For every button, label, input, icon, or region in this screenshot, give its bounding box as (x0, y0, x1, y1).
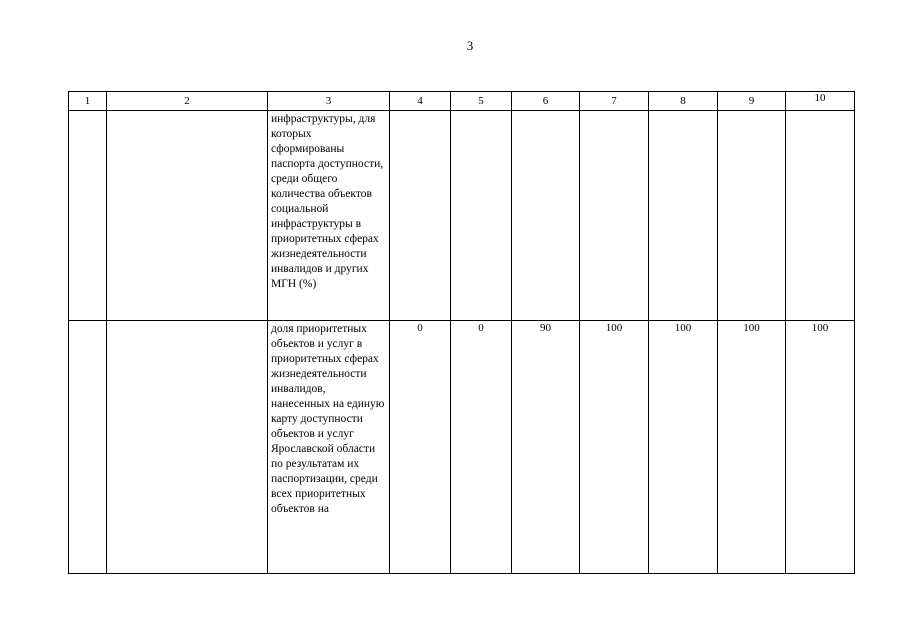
header-cell: 8 (649, 92, 718, 111)
header-cell: 6 (512, 92, 580, 111)
header-cell: 9 (718, 92, 786, 111)
value-cell (451, 111, 512, 321)
value-cell: 100 (580, 321, 649, 574)
value-cell: 0 (451, 321, 512, 574)
value-cell: 100 (718, 321, 786, 574)
row-number-cell (69, 321, 107, 574)
row-number-cell (69, 111, 107, 321)
value-cell (580, 111, 649, 321)
table-row (69, 111, 855, 321)
header-cell: 3 (268, 92, 390, 111)
value-cell (649, 111, 718, 321)
program-cell (107, 111, 268, 321)
header-cell: 7 (580, 92, 649, 111)
table-header-row (69, 92, 855, 111)
indicator-text-cell: инфраструктуры, для которых сформированы паспорта доступности, среди общего количества объектов социальной инфраструктуры в приоритетных сферах жизнедеятельности инвалидов и других МГН (%) (268, 111, 390, 321)
value-cell (390, 111, 451, 321)
header-cell: 1 (69, 92, 107, 111)
header-cell: 5 (451, 92, 512, 111)
value-cell: 0 (390, 321, 451, 574)
value-cell (786, 111, 855, 321)
value-cell: 90 (512, 321, 580, 574)
header-cell: 4 (390, 92, 451, 111)
header-cell: 10 (786, 92, 855, 111)
value-cell: 100 (649, 321, 718, 574)
header-cell: 2 (107, 92, 268, 111)
program-cell (107, 321, 268, 574)
value-cell (718, 111, 786, 321)
value-cell (512, 111, 580, 321)
table-row (69, 321, 855, 574)
page-number: 3 (466, 38, 474, 53)
indicator-table (68, 91, 855, 574)
value-cell: 100 (786, 321, 855, 574)
indicator-text-cell: доля приоритетных объектов и услуг в приоритетных сферах жизнедеятельности инвалидов, нанесенных на единую карту доступности объектов и услуг Ярославской области по результатам их паспортизации, среди всех приоритетных объектов на (268, 321, 390, 574)
